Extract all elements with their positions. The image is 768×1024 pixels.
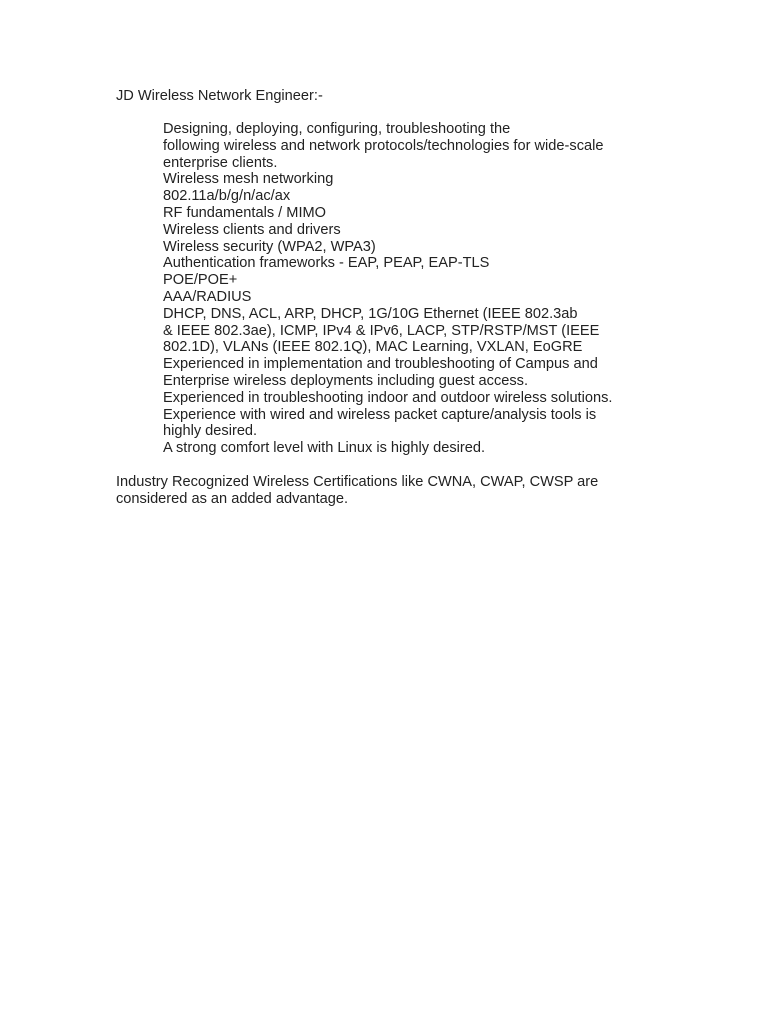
certifications-line: considered as an added advantage. xyxy=(116,490,349,507)
requirement-line: 802.1D), VLANs (IEEE 802.1Q), MAC Learning, VXLAN, EoGRE xyxy=(163,339,583,356)
requirements-list xyxy=(163,121,612,457)
requirement-line: Authentication frameworks - EAP, PEAP, EAP-TLS xyxy=(163,255,490,272)
requirement-line: Experience with wired and wireless packet capture/analysis tools is xyxy=(163,406,597,423)
requirement-line: Wireless security (WPA2, WPA3) xyxy=(163,238,376,255)
requirement-line: POE/POE+ xyxy=(163,272,238,289)
certifications-line: Industry Recognized Wireless Certifications like CWNA, CWAP, CWSP are xyxy=(116,474,599,490)
requirement-line: highly desired. xyxy=(163,423,258,440)
requirement-line: Experienced in troubleshooting indoor and outdoor wireless solutions. xyxy=(163,389,613,406)
requirement-line: Enterprise wireless deployments including guest access. xyxy=(163,372,529,389)
requirement-line: Wireless mesh networking xyxy=(163,171,334,188)
requirement-line: 802.11a/b/g/n/ac/ax xyxy=(163,188,291,205)
requirement-line: DHCP, DNS, ACL, ARP, DHCP, 1G/10G Ethernet (IEEE 802.3ab xyxy=(163,305,578,322)
certifications-note xyxy=(116,474,598,508)
requirement-line: enterprise clients. xyxy=(163,154,278,171)
requirement-line: & IEEE 802.3ae), ICMP, IPv4 & IPv6, LACP, STP/RSTP/MST (IEEE xyxy=(163,322,600,339)
requirement-line: RF fundamentals / MIMO xyxy=(163,204,327,221)
requirement-line: Designing, deploying, configuring, troubleshooting the xyxy=(163,121,511,137)
requirement-line: Experienced in implementation and troubleshooting of Campus and xyxy=(163,356,598,373)
requirement-line: AAA/RADIUS xyxy=(163,288,252,305)
requirement-line: following wireless and network protocols/technologies for wide-scale xyxy=(163,137,604,154)
requirement-line: Wireless clients and drivers xyxy=(163,221,341,238)
document-title: JD Wireless Network Engineer:- xyxy=(116,88,323,104)
requirement-line: A strong comfort level with Linux is highly desired. xyxy=(163,440,486,457)
